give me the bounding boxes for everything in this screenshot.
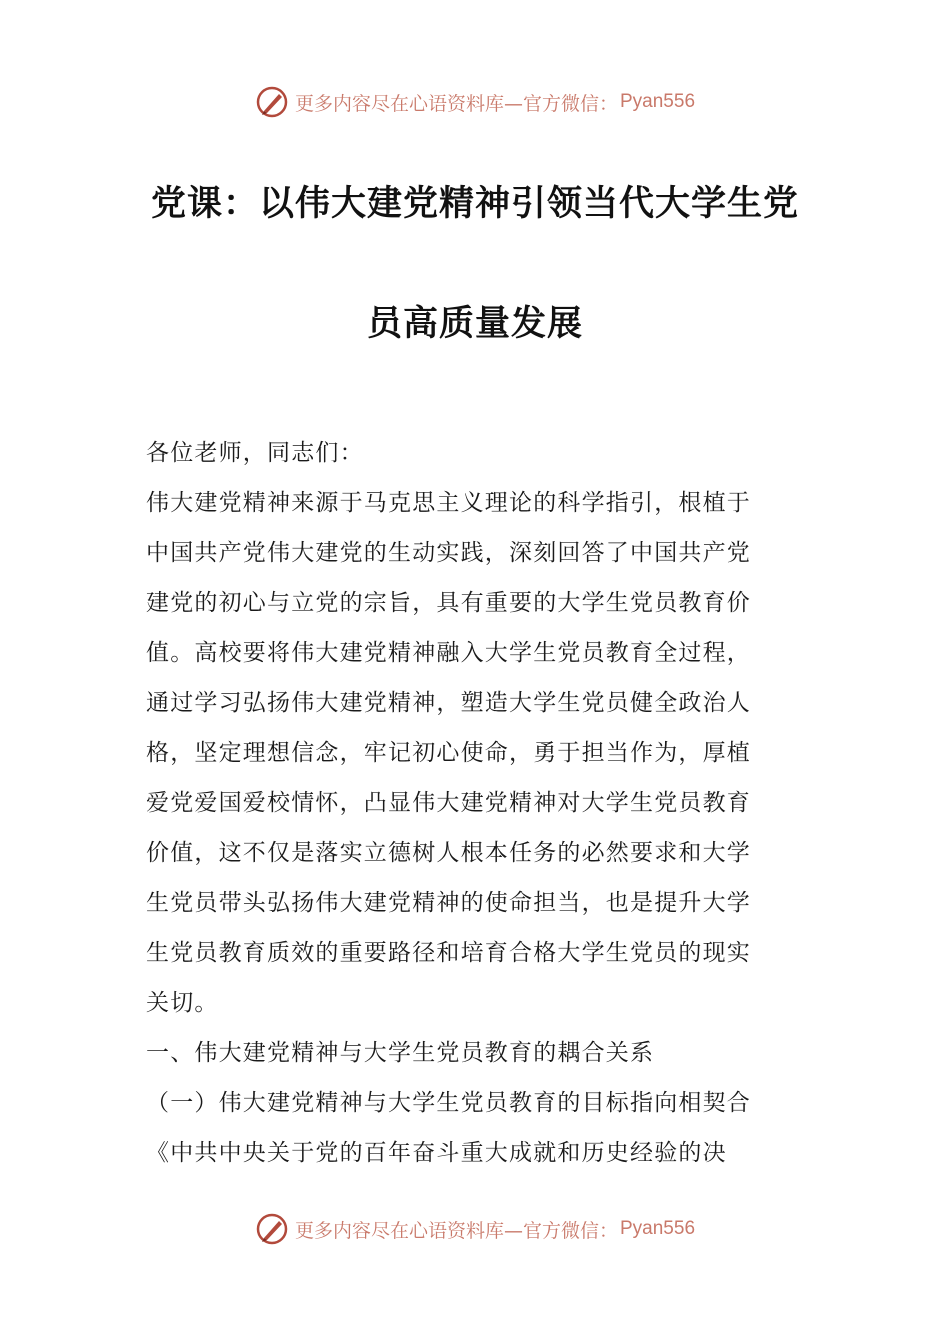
- paragraph-line: 价值，这不仅是落实立德树人根本任务的必然要求和大学: [146, 840, 751, 866]
- banner-text: 更多内容尽在心语资料库—官方微信：: [294, 92, 618, 115]
- salutation: 各位老师，同志们：: [146, 440, 364, 466]
- document-body: [146, 428, 814, 1178]
- banner-text: 更多内容尽在心语资料库—官方微信：: [294, 1219, 618, 1242]
- section-heading: 一、伟大建党精神与大学生党员教育的耦合关系: [146, 1040, 655, 1066]
- footer-banner: [0, 1209, 950, 1249]
- header-banner: [0, 82, 950, 122]
- paragraph-line: 《中共中央关于党的百年奋斗重大成就和历史经验的决: [146, 1140, 727, 1166]
- banner-wechat-id: Pyan556: [620, 91, 696, 112]
- paragraph-line: 关切。: [146, 990, 219, 1016]
- document-title-line-2: 员高质量发展: [366, 304, 583, 344]
- paragraph-line: 中国共产党伟大建党的生动实践，深刻回答了中国共产党: [146, 540, 751, 566]
- paragraph-line: 伟大建党精神来源于马克思主义理论的科学指引，根植于: [146, 490, 751, 516]
- paragraph-line: 值。高校要将伟大建党精神融入大学生党员教育全过程，: [146, 640, 751, 666]
- paragraph-line: 爱党爱国爱校情怀，凸显伟大建党精神对大学生党员教育: [146, 790, 751, 816]
- subsection-heading: （一）伟大建党精神与大学生党员教育的目标指向相契合: [146, 1090, 751, 1116]
- paragraph-line: 生党员带头弘扬伟大建党精神的使命担当，也是提升大学: [146, 890, 751, 916]
- pen-logo-icon: [255, 1212, 289, 1246]
- paragraph-line: 建党的初心与立党的宗旨，具有重要的大学生党员教育价: [146, 590, 751, 616]
- banner-wechat-id: Pyan556: [620, 1218, 696, 1239]
- paragraph-line: 生党员教育质效的重要路径和培育合格大学生党员的现实: [146, 940, 751, 966]
- document-title-line-1: 党课：以伟大建党精神引领当代大学生党: [150, 184, 799, 224]
- paragraph-line: 通过学习弘扬伟大建党精神，塑造大学生党员健全政治人: [146, 690, 751, 716]
- paragraph-line: 格，坚定理想信念，牢记初心使命，勇于担当作为，厚植: [146, 740, 751, 766]
- pen-logo-icon: [255, 85, 289, 119]
